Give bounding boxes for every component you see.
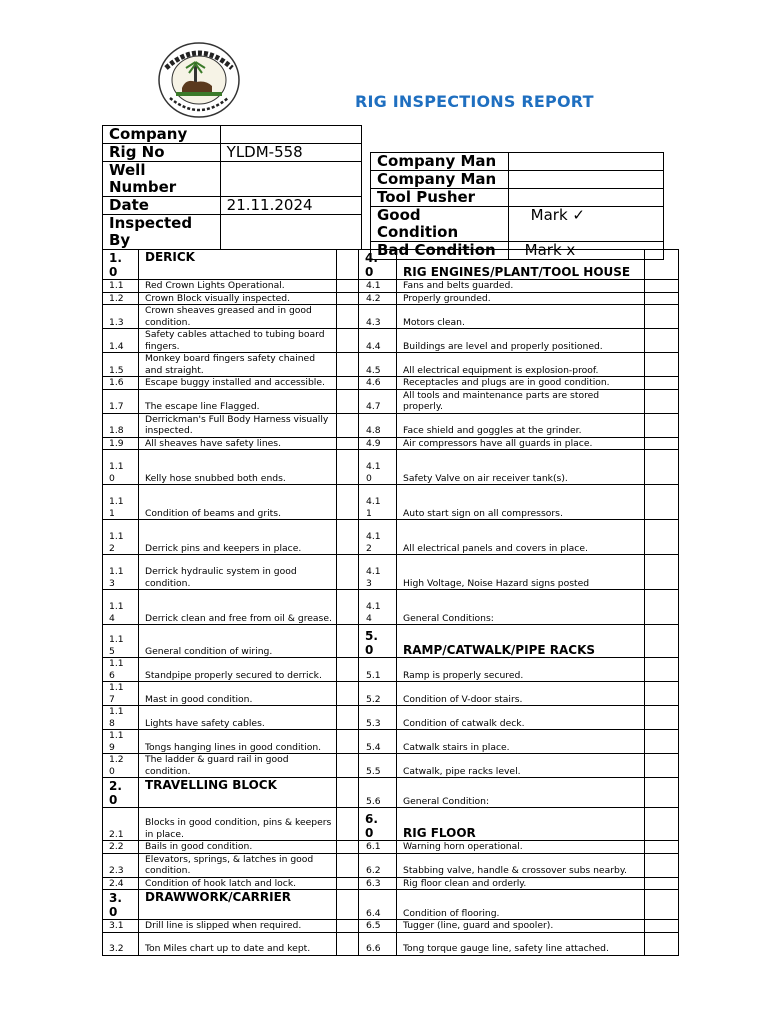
check-cell[interactable]: [337, 377, 359, 390]
item-description: Auto start sign on all compressors.: [397, 485, 645, 520]
check-cell[interactable]: [337, 389, 359, 413]
item-description: Condition of catwalk deck.: [397, 706, 645, 730]
item-number: 5.4: [359, 730, 397, 754]
info-label: Inspected By: [103, 215, 221, 250]
info-row-good-condition: [371, 207, 664, 242]
item-description: All electrical panels and covers in place.: [397, 520, 645, 555]
item-description: Condition of beams and grits.: [139, 485, 337, 520]
check-cell[interactable]: [337, 877, 359, 890]
section-heading: RIG ENGINES/PLANT/TOOL HOUSE: [397, 250, 645, 280]
item-description: Receptacles and plugs are in good condition.: [397, 377, 645, 390]
item-number: 3.1: [103, 920, 139, 933]
check-cell[interactable]: [645, 292, 679, 305]
check-cell[interactable]: [645, 437, 679, 450]
checklist-row: [103, 853, 679, 877]
info-value: Mark x: [508, 242, 663, 260]
item-number: 1.8: [103, 413, 139, 437]
item-number: 4.1 4: [359, 590, 397, 625]
item-description: General Conditions:: [397, 590, 645, 625]
checklist-row: [103, 625, 679, 658]
check-cell[interactable]: [337, 353, 359, 377]
item-number: 4.1 2: [359, 520, 397, 555]
info-value[interactable]: [220, 215, 361, 250]
item-number: 1.1 5: [103, 625, 139, 658]
checklist-row: [103, 590, 679, 625]
check-cell[interactable]: [337, 280, 359, 293]
check-cell[interactable]: [337, 920, 359, 933]
item-number: 1.1 8: [103, 706, 139, 730]
check-cell[interactable]: [337, 841, 359, 854]
item-number: 4.6: [359, 377, 397, 390]
item-number: 6. 0: [359, 808, 397, 841]
item-description: Catwalk stairs in place.: [397, 730, 645, 754]
check-cell[interactable]: [645, 658, 679, 682]
info-value[interactable]: [508, 171, 663, 189]
check-cell[interactable]: [337, 485, 359, 520]
item-description: Mast in good condition.: [139, 682, 337, 706]
check-cell[interactable]: [337, 808, 359, 841]
company-info-table: [102, 125, 362, 250]
check-cell[interactable]: [645, 485, 679, 520]
info-value[interactable]: [508, 189, 663, 207]
item-number: 2. 0: [103, 778, 139, 808]
check-cell[interactable]: [337, 413, 359, 437]
item-number: 6.6: [359, 932, 397, 955]
item-number: 2.1: [103, 808, 139, 841]
item-number: 1.4: [103, 329, 139, 353]
item-description: Tongs hanging lines in good condition.: [139, 730, 337, 754]
item-number: 1.1 4: [103, 590, 139, 625]
section-heading: DRAWWORK/CARRIER: [139, 890, 337, 920]
check-cell[interactable]: [337, 890, 359, 920]
item-number: 3.2: [103, 932, 139, 955]
info-row-inspected-by: [103, 215, 362, 250]
checklist-row: [103, 658, 679, 682]
checklist-row: [103, 437, 679, 450]
check-cell[interactable]: [645, 877, 679, 890]
check-cell[interactable]: [645, 920, 679, 933]
check-cell[interactable]: [337, 778, 359, 808]
check-cell[interactable]: [645, 706, 679, 730]
check-cell[interactable]: [645, 808, 679, 841]
info-label: Date: [103, 197, 221, 215]
info-value: Mark ✓: [508, 207, 663, 242]
info-label: Company: [103, 126, 221, 144]
check-cell[interactable]: [337, 730, 359, 754]
check-cell[interactable]: [645, 389, 679, 413]
item-number: 4.1 1: [359, 485, 397, 520]
info-value[interactable]: [508, 153, 663, 171]
item-number: 6.1: [359, 841, 397, 854]
checklist-row: [103, 353, 679, 377]
info-row-date: [103, 197, 362, 215]
item-description: The escape line Flagged.: [139, 389, 337, 413]
info-value[interactable]: [220, 162, 361, 197]
checklist-row: [103, 305, 679, 329]
item-number: 1.3: [103, 305, 139, 329]
check-cell[interactable]: [337, 305, 359, 329]
item-number: 6.3: [359, 877, 397, 890]
item-number: 1.1 2: [103, 520, 139, 555]
item-number: 4.1 0: [359, 450, 397, 485]
item-description: Drill line is slipped when required.: [139, 920, 337, 933]
item-number: 1.1 6: [103, 658, 139, 682]
item-description: Properly grounded.: [397, 292, 645, 305]
check-cell[interactable]: [645, 305, 679, 329]
item-description: Condition of hook latch and lock.: [139, 877, 337, 890]
check-cell[interactable]: [337, 625, 359, 658]
item-description: Elevators, springs, & latches in good condition.: [139, 853, 337, 877]
checklist-row: [103, 329, 679, 353]
check-cell[interactable]: [645, 853, 679, 877]
check-cell[interactable]: [337, 437, 359, 450]
check-cell[interactable]: [645, 730, 679, 754]
info-label: Company Man: [371, 171, 509, 189]
section-heading: TRAVELLING BLOCK: [139, 778, 337, 808]
checklist-row: [103, 890, 679, 920]
info-label: Rig No: [103, 144, 221, 162]
check-cell[interactable]: [645, 329, 679, 353]
item-number: 4.5: [359, 353, 397, 377]
item-description: Catwalk, pipe racks level.: [397, 754, 645, 778]
checklist-row: [103, 841, 679, 854]
item-number: 3. 0: [103, 890, 139, 920]
item-number: 1.1 7: [103, 682, 139, 706]
report-title: RIG INSPECTIONS REPORT: [355, 92, 594, 111]
checklist-row: [103, 877, 679, 890]
item-number: 5.5: [359, 754, 397, 778]
info-value[interactable]: YLDM-558: [220, 144, 361, 162]
item-description: Crown Block visually inspected.: [139, 292, 337, 305]
item-number: 4.8: [359, 413, 397, 437]
item-description: Stabbing valve, handle & crossover subs nearby.: [397, 853, 645, 877]
checklist-row: [103, 250, 679, 280]
item-number: 6.5: [359, 920, 397, 933]
info-label: Bad Condition: [371, 242, 509, 260]
check-cell[interactable]: [645, 555, 679, 590]
checklist-row: [103, 932, 679, 955]
company-logo: [156, 40, 242, 120]
info-row-company: [103, 126, 362, 144]
item-number: 5.6: [359, 778, 397, 808]
item-description: Derrickman's Full Body Harness visually inspected.: [139, 413, 337, 437]
item-number: 1. 0: [103, 250, 139, 280]
check-cell[interactable]: [337, 250, 359, 280]
item-description: Rig floor clean and orderly.: [397, 877, 645, 890]
item-description: Safety Valve on air receiver tank(s).: [397, 450, 645, 485]
checklist-row: [103, 555, 679, 590]
item-number: 1.1 3: [103, 555, 139, 590]
item-number: 5.1: [359, 658, 397, 682]
personnel-info-table: [370, 152, 664, 260]
item-number: 4.1: [359, 280, 397, 293]
check-cell[interactable]: [337, 658, 359, 682]
info-row-company-man-2: [371, 171, 664, 189]
info-value[interactable]: 21.11.2024: [220, 197, 361, 215]
item-number: 1.1 0: [103, 450, 139, 485]
check-cell[interactable]: [337, 590, 359, 625]
item-description: Warning horn operational.: [397, 841, 645, 854]
info-label: Good Condition: [371, 207, 509, 242]
item-description: Lights have safety cables.: [139, 706, 337, 730]
check-cell[interactable]: [645, 754, 679, 778]
item-number: 1.1: [103, 280, 139, 293]
check-cell[interactable]: [337, 520, 359, 555]
checklist-row: [103, 280, 679, 293]
check-cell[interactable]: [645, 590, 679, 625]
check-cell[interactable]: [645, 353, 679, 377]
item-number: 1.1 1: [103, 485, 139, 520]
item-description: Derrick hydraulic system in good condition.: [139, 555, 337, 590]
item-description: Tong torque gauge line, safety line attached.: [397, 932, 645, 955]
item-number: 5.2: [359, 682, 397, 706]
item-number: 1.2: [103, 292, 139, 305]
item-number: 4.1 3: [359, 555, 397, 590]
item-description: Face shield and goggles at the grinder.: [397, 413, 645, 437]
item-number: 4.7: [359, 389, 397, 413]
item-number: 1.1 9: [103, 730, 139, 754]
section-heading: DERICK: [139, 250, 337, 280]
checklist-row: [103, 292, 679, 305]
checklist-row: [103, 520, 679, 555]
item-number: 4.2: [359, 292, 397, 305]
item-number: 4.4: [359, 329, 397, 353]
info-label: Well Number: [103, 162, 221, 197]
item-description: Buildings are level and properly positioned.: [397, 329, 645, 353]
check-cell[interactable]: [645, 520, 679, 555]
checklist-row: [103, 485, 679, 520]
check-cell[interactable]: [337, 682, 359, 706]
item-number: 1.5: [103, 353, 139, 377]
info-row-well-number: [103, 162, 362, 197]
item-description: General condition of wiring.: [139, 625, 337, 658]
item-description: Red Crown Lights Operational.: [139, 280, 337, 293]
check-cell[interactable]: [337, 329, 359, 353]
item-description: Blocks in good condition, pins & keepers in place.: [139, 808, 337, 841]
item-description: Condition of V-door stairs.: [397, 682, 645, 706]
check-cell[interactable]: [645, 890, 679, 920]
item-number: 4.3: [359, 305, 397, 329]
item-number: 1.9: [103, 437, 139, 450]
checklist-row: [103, 754, 679, 778]
check-cell[interactable]: [645, 280, 679, 293]
item-description: Bails in good condition.: [139, 841, 337, 854]
item-description: Air compressors have all guards in place.: [397, 437, 645, 450]
check-cell[interactable]: [645, 625, 679, 658]
item-description: Derrick pins and keepers in place.: [139, 520, 337, 555]
item-description: All sheaves have safety lines.: [139, 437, 337, 450]
item-number: 1.7: [103, 389, 139, 413]
section-heading: RIG FLOOR: [397, 808, 645, 841]
item-number: 4.9: [359, 437, 397, 450]
check-cell[interactable]: [337, 555, 359, 590]
item-number: 1.6: [103, 377, 139, 390]
info-row-rig-no: [103, 144, 362, 162]
section-heading: RAMP/CATWALK/PIPE RACKS: [397, 625, 645, 658]
checklist-row: [103, 920, 679, 933]
item-description: High Voltage, Noise Hazard signs posted: [397, 555, 645, 590]
item-number: 2.2: [103, 841, 139, 854]
checklist-row: [103, 730, 679, 754]
check-cell[interactable]: [645, 932, 679, 955]
item-number: 1.2 0: [103, 754, 139, 778]
check-cell[interactable]: [337, 853, 359, 877]
item-number: 5.3: [359, 706, 397, 730]
check-cell[interactable]: [645, 377, 679, 390]
item-description: Safety cables attached to tubing board fingers.: [139, 329, 337, 353]
check-cell[interactable]: [645, 250, 679, 280]
item-description: Ramp is properly secured.: [397, 658, 645, 682]
checklist-row: [103, 682, 679, 706]
checklist-row: [103, 808, 679, 841]
checklist-row: [103, 778, 679, 808]
info-label: Company Man: [371, 153, 509, 171]
checklist-row: [103, 377, 679, 390]
check-cell[interactable]: [337, 932, 359, 955]
item-number: 6.2: [359, 853, 397, 877]
check-cell[interactable]: [645, 682, 679, 706]
item-description: The ladder & guard rail in good condition.: [139, 754, 337, 778]
item-description: Monkey board fingers safety chained and straight.: [139, 353, 337, 377]
item-description: Tugger (line, guard and spooler).: [397, 920, 645, 933]
check-cell[interactable]: [337, 706, 359, 730]
item-description: Motors clean.: [397, 305, 645, 329]
info-value[interactable]: [220, 126, 361, 144]
check-cell[interactable]: [645, 841, 679, 854]
item-description: Fans and belts guarded.: [397, 280, 645, 293]
item-description: Derrick clean and free from oil & grease.: [139, 590, 337, 625]
checklist-row: [103, 706, 679, 730]
item-description: All electrical equipment is explosion-proof.: [397, 353, 645, 377]
item-description: All tools and maintenance parts are stored properly.: [397, 389, 645, 413]
item-description: Condition of flooring.: [397, 890, 645, 920]
info-row-tool-pusher: [371, 189, 664, 207]
item-description: Crown sheaves greased and in good condition.: [139, 305, 337, 329]
item-number: 2.4: [103, 877, 139, 890]
check-cell[interactable]: [645, 450, 679, 485]
item-number: 5. 0: [359, 625, 397, 658]
checklist-row: [103, 450, 679, 485]
item-description: Kelly hose snubbed both ends.: [139, 450, 337, 485]
item-description: Escape buggy installed and accessible.: [139, 377, 337, 390]
check-cell[interactable]: [337, 450, 359, 485]
item-number: 6.4: [359, 890, 397, 920]
item-description: Standpipe properly secured to derrick.: [139, 658, 337, 682]
checklist-row: [103, 389, 679, 413]
info-label: Tool Pusher: [371, 189, 509, 207]
item-description: General Condition:: [397, 778, 645, 808]
check-cell[interactable]: [645, 413, 679, 437]
check-cell[interactable]: [337, 292, 359, 305]
item-number: 4. 0: [359, 250, 397, 280]
inspection-checklist-table: [102, 249, 679, 956]
checklist-row: [103, 413, 679, 437]
info-row-company-man: [371, 153, 664, 171]
check-cell[interactable]: [337, 754, 359, 778]
item-description: Ton Miles chart up to date and kept.: [139, 932, 337, 955]
check-cell[interactable]: [645, 778, 679, 808]
item-number: 2.3: [103, 853, 139, 877]
